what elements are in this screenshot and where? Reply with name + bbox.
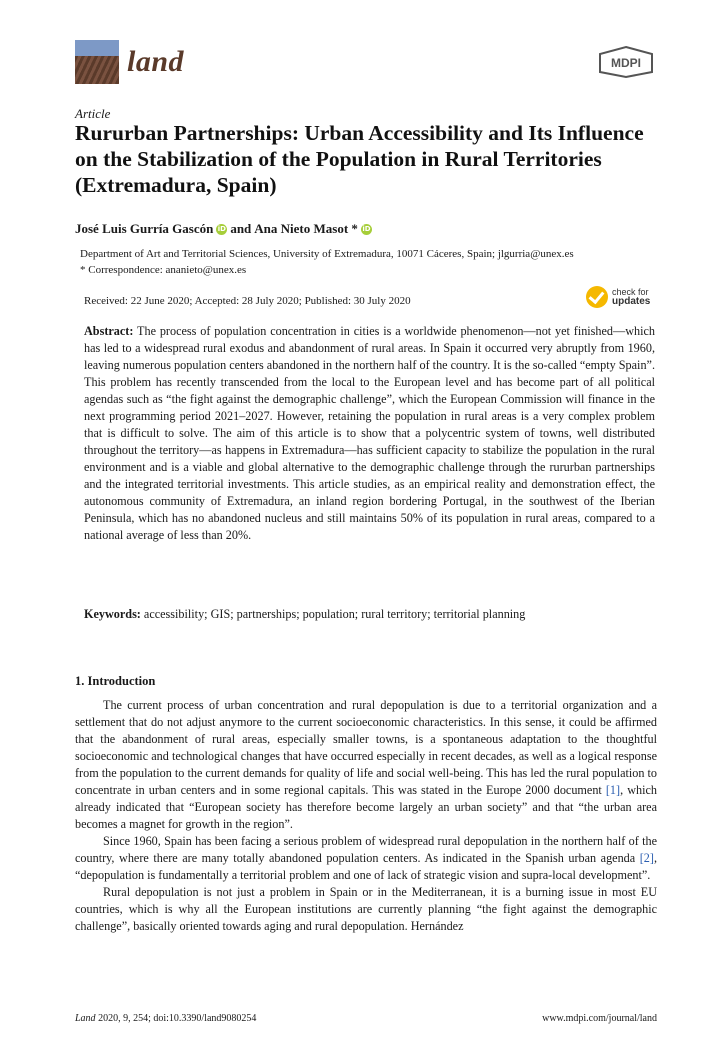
author-separator: and xyxy=(230,221,252,236)
paper-title: Rururban Partnerships: Urban Accessibility and Its Influence on the Stabilization of the Population in Rural Territories (Extremadura, Spain) xyxy=(75,121,644,197)
footer-citation: Land 2020, 9, 254; doi:10.3390/land9080254 xyxy=(75,1013,257,1024)
abstract-text: The process of population concentration in cities is a worldwide phenomenon—not yet finished—which has led to a widespread rural exodus and abandonment of rural areas. In Spain it occurred very abruptly from 1960, leaving numerous population centers abandoned in the northern half of the country. It is the so-called “empty Spain”. This problem has recently transcended from the local to the European level and has become part of all political agendas such as “the fight against the demographic challenge”, which the European Commission will finance in the next programming period 2021–2027. However, retaining the population in rural areas is a very complex problem that is difficult to solve. The aim of this article is to show that a polycentric system of towns, well distributed throughout the territory—as happens in Extremadura—has sufficient capacity to stabilize the population in the rural environment and is a viable and global alternative to the demographic challenge through the rururban partnerships and the integrated territorial investments. This article studies, as an empirical reality and demonstration effect, the autonomous community of Extremadura, an inland region bordering Portugal, in the southwest of the Iberian Peninsula, which has no abandoned nucleus and still maintains 50% of its population in rural areas, compared to a national average of less than 20%. xyxy=(84,324,655,542)
affiliation: Department of Art and Territorial Sciences, University of Extremadura, 10071 Cáceres, Spain; jlgurria@unex.es xyxy=(80,248,574,260)
author-name[interactable]: José Luis Gurría Gascón xyxy=(75,221,214,236)
publication-dates: Received: 22 June 2020; Accepted: 28 July 2020; Published: 30 July 2020 xyxy=(84,295,411,307)
orcid-icon[interactable]: iD xyxy=(362,224,371,233)
page-footer xyxy=(75,1013,657,1024)
keywords xyxy=(84,606,655,623)
keywords-text: accessibility; GIS; partnerships; population; rural territory; territorial planning xyxy=(143,607,526,621)
abstract xyxy=(84,323,655,544)
author-name[interactable]: Ana Nieto Masot * xyxy=(254,221,358,236)
section-heading: 1. Introduction xyxy=(75,674,156,688)
land-logo-icon xyxy=(75,40,119,84)
affiliation-block xyxy=(80,246,574,278)
check-for-updates-badge[interactable] xyxy=(586,286,650,308)
abstract-label: Abstract: xyxy=(84,324,134,338)
paragraph: Rural depopulation is not just a problem in Spain or in the Mediterranean, it is a burning issue in most EU countries, which is why all the European institutions are currently planning “the fight against the demographic challenge”, basically oriented towards aging and rural depopulation. Hernández xyxy=(75,885,657,933)
check-updates-line1: check for xyxy=(612,287,649,297)
orcid-icon[interactable]: iD xyxy=(217,224,226,233)
journal-name: land xyxy=(127,45,185,78)
author-list xyxy=(75,221,372,237)
journal-logo xyxy=(75,40,184,84)
publisher-name: MDPI xyxy=(611,56,641,70)
paragraph: The current process of urban concentration and rural depopulation is due to a territorial organization and a settlement that do not adjust anymore to the current socioeconomic characteristics. In this sense, it could be affirmed that the abandonment of rural areas, especially smaller towns, is a spontaneous adaptation to the thoughtful socioeconomic and technological changes that have occurred especially in recent decades, as well as a logical response from the population to the current demands for quality of life and social well-being. This has led the rural population to concentrate in urban centers and in some regional capitals. This was stated in the Europe 2000 document [1], which already indicated that “European society has therefore become largely an urban society” and that “the urban area becomes a magnet for growth in the region”. xyxy=(75,698,657,831)
keywords-label: Keywords: xyxy=(84,607,141,621)
check-updates-line2: updates xyxy=(612,296,651,307)
citation-link[interactable]: [2] xyxy=(639,851,654,865)
checkmark-icon xyxy=(586,286,608,308)
paragraph: Since 1960, Spain has been facing a serious problem of widespread rural depopulation in the northern half of the country, where there are many totally abandoned population centers. As indicated in the Spanish urban agenda [2], “depopulation is fundamentally a territorial problem and one of lack of strategic vision and supra-local development”. xyxy=(75,834,657,882)
article-type: Article xyxy=(75,106,111,121)
mdpi-logo-icon xyxy=(597,45,655,79)
citation-link[interactable]: [1] xyxy=(605,783,621,797)
introduction-body xyxy=(75,697,657,935)
footer-url[interactable]: www.mdpi.com/journal/land xyxy=(542,1013,657,1024)
correspondence: * Correspondence: ananieto@unex.es xyxy=(80,264,247,276)
